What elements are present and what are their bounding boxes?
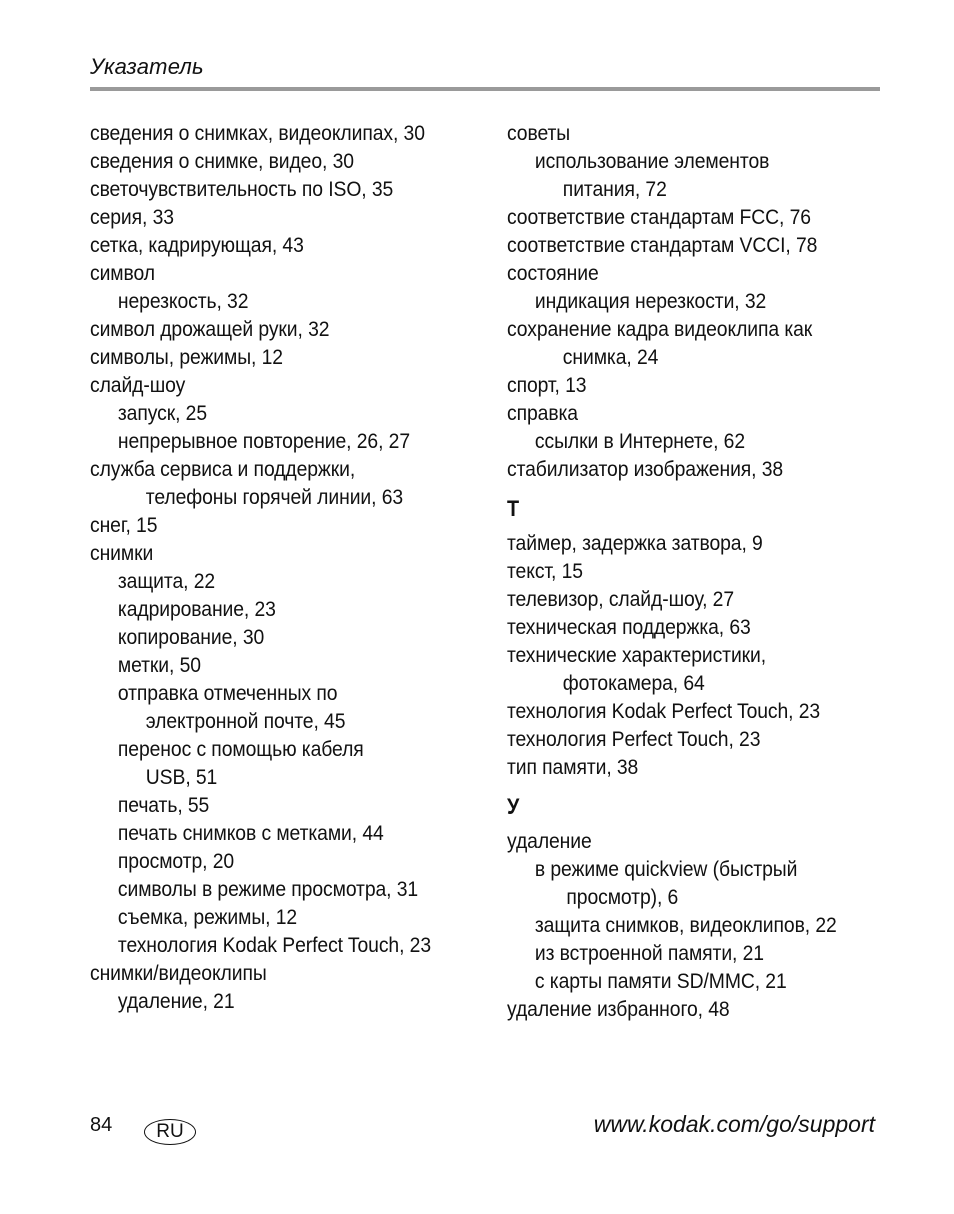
index-entry: светочувствительность по ISO, 35 <box>90 177 394 201</box>
index-entry: справка <box>507 401 578 425</box>
index-subentry: питания, 72 <box>562 177 667 201</box>
index-entry: соответствие стандартам FCC, 76 <box>507 205 811 229</box>
index-subentry: печать снимков с метками, 44 <box>117 821 384 845</box>
index-subentry: защита, 22 <box>117 569 216 593</box>
page-number: 84 <box>90 1114 113 1136</box>
index-entry: слайд-шоу <box>90 373 186 397</box>
index-subentry: снимка, 24 <box>562 345 659 369</box>
index-entry: сведения о снимках, видеоклипах, 30 <box>90 121 425 145</box>
index-subentry: USB, 51 <box>145 765 218 789</box>
index-entry: стабилизатор изображения, 38 <box>507 457 784 481</box>
index-entry: спорт, 13 <box>507 373 587 397</box>
index-subentry: непрерывное повторение, 26, 27 <box>117 429 411 453</box>
header-divider <box>90 87 880 91</box>
index-entry: технология Kodak Perfect Touch, 23 <box>507 699 821 723</box>
index-subentry: из встроенной памяти, 21 <box>534 941 764 965</box>
index-section-letter: Т <box>507 496 520 521</box>
index-subentry: с карты памяти SD/MMC, 21 <box>534 969 787 993</box>
index-subentry: нерезкость, 32 <box>117 289 249 313</box>
index-subentry: метки, 50 <box>117 653 201 677</box>
index-column-right <box>507 119 885 1023</box>
index-subentry: ссылки в Интернете, 62 <box>534 429 746 453</box>
index-section-letter: У <box>507 794 520 819</box>
index-entry: служба сервиса и поддержки, <box>90 457 356 481</box>
index-subentry: отправка отмеченных по <box>117 681 338 705</box>
index-subentry: кадрирование, 23 <box>117 597 276 621</box>
index-subentry: защита снимков, видеоклипов, 22 <box>534 913 837 937</box>
index-entry: удаление избранного, 48 <box>507 997 730 1021</box>
index-entry: таймер, задержка затвора, 9 <box>507 531 763 555</box>
index-entry: снег, 15 <box>90 513 158 537</box>
index-subentry: использование элементов <box>534 149 770 173</box>
index-entry: технические характеристики, <box>507 643 767 667</box>
page-header-title: Указатель <box>90 54 204 79</box>
index-subentry: в режиме quickview (быстрый <box>534 857 798 881</box>
index-entry: символ <box>90 261 155 285</box>
index-entry: текст, 15 <box>507 559 583 583</box>
index-subentry: просмотр), 6 <box>566 885 679 909</box>
index-entry: тип памяти, 38 <box>507 755 639 779</box>
index-subentry: просмотр, 20 <box>117 849 235 873</box>
index-subentry: запуск, 25 <box>117 401 207 425</box>
index-entry: удаление <box>507 829 592 853</box>
support-url[interactable]: www.kodak.com/go/support <box>593 1111 875 1137</box>
index-subentry: электронной почте, 45 <box>145 709 346 733</box>
index-entry: серия, 33 <box>90 205 174 229</box>
index-subentry: фотокамера, 64 <box>562 671 705 695</box>
index-column-left <box>90 119 477 1015</box>
index-entry: сохранение кадра видеоклипа как <box>507 317 813 341</box>
index-entry: сведения о снимке, видео, 30 <box>90 149 354 173</box>
index-subentry: съемка, режимы, 12 <box>117 905 298 929</box>
language-badge: RU <box>144 1119 196 1145</box>
index-entry: телевизор, слайд-шоу, 27 <box>507 587 735 611</box>
index-entry: состояние <box>507 261 599 285</box>
index-entry: техническая поддержка, 63 <box>507 615 751 639</box>
index-subentry: удаление, 21 <box>117 989 235 1013</box>
index-subentry: телефоны горячей линии, 63 <box>145 485 404 509</box>
index-entry: технология Perfect Touch, 23 <box>507 727 761 751</box>
index-entry: снимки <box>90 541 154 565</box>
index-subentry: технология Kodak Perfect Touch, 23 <box>117 933 432 957</box>
index-entry: снимки/видеоклипы <box>90 961 267 985</box>
index-subentry: символы в режиме просмотра, 31 <box>117 877 419 901</box>
index-subentry: копирование, 30 <box>117 625 265 649</box>
index-entry: сетка, кадрирующая, 43 <box>90 233 304 257</box>
index-subentry: печать, 55 <box>117 793 210 817</box>
index-subentry: перенос с помощью кабеля <box>117 737 364 761</box>
index-entry: символы, режимы, 12 <box>90 345 283 369</box>
index-entry: символ дрожащей руки, 32 <box>90 317 330 341</box>
index-subentry: индикация нерезкости, 32 <box>534 289 767 313</box>
index-entry: соответствие стандартам VCCI, 78 <box>507 233 818 257</box>
index-entry: советы <box>507 121 571 145</box>
